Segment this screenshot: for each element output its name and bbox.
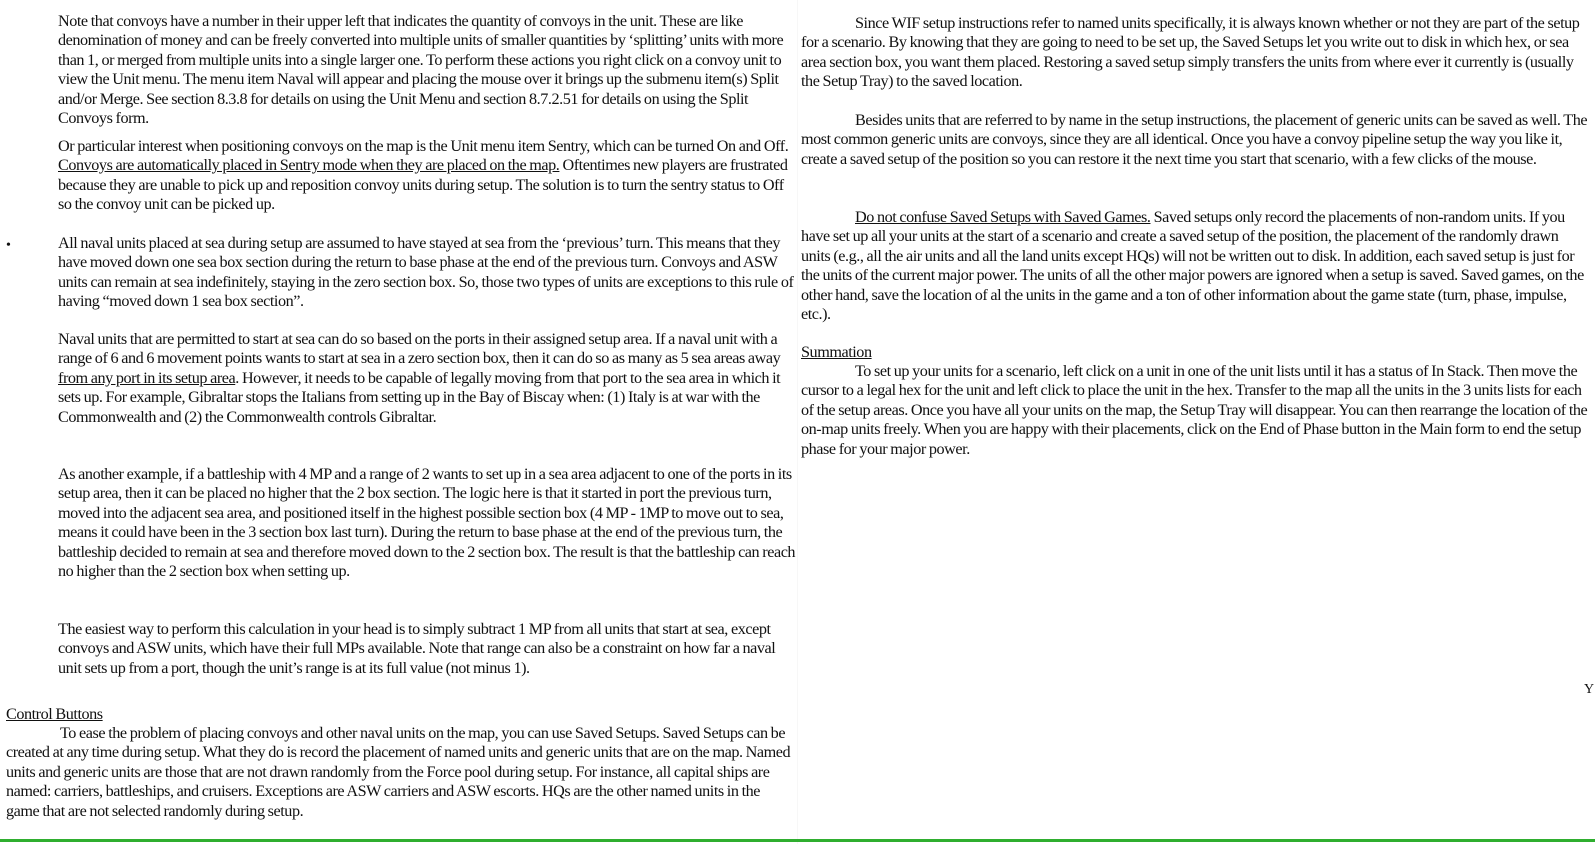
sentry-text-start: Or particular interest when positioning convoys on the map is the Unit menu item Sentry, which can be turned On and Off. [58,137,789,155]
paragraph-saved-games-warning [801,208,1590,324]
paragraph-sentry-mode [6,137,796,215]
paragraph-saved-setups: To ease the problem of placing convoys and other naval units on the map, you can use Saved Setups. Saved Setups can be created at any time during setup. What they do is record the placement of named units and generic units that are on the map. Named units and generic units are those that are not drawn randomly from the Force pool during setup. For instance, all capital ships are named: carriers, battleships, and cruisers. Exceptions are ASW carriers and ASW escorts. HQs are the other named units in the game that are not selected randomly during setup. [6,724,791,820]
bullet-marker: • [6,238,11,253]
start-at-sea-text-end: . However, it needs to be capable of legally moving from that port to the sea area in which it sets up. For example, Gibraltar stops the Italians from setting up in the Bay of Biscay when: (1) Italy is at war with the Commonwealth and (2) the Commonwealth controls Gibraltar. [58,368,781,426]
sentry-text-end: Oftentimes new players are frustrated because they are unable to pick up and reposition convoy units during setup. The solution is to turn the sentry status to Off so the convoy unit can be picked up. [58,156,788,214]
stray-character: Y [1584,682,1594,697]
start-at-sea-underlined: from any port in its setup area [58,368,236,387]
paragraph-generic-units: Besides units that are referred to by name in the setup instructions, the placement of generic units can be saved as well. The most common generic units are convoys, since they are all identical. Once you have a convoy pipeline setup the way you like it, create a saved setup of the position so you can restore it the next time you start that scenario, with a few clicks of the mouse. [801,111,1588,168]
paragraph-calculation: The easiest way to perform this calculation in your head is to simply subtract 1 MP from all units that start at sea, except convoys and ASW units, which have their full MPs available. Note that range can also be a constraint on how far a naval unit sets up from a port, though the unit’s range is at its full value (not minus 1). [58,620,776,677]
start-at-sea-text-start: Naval units that are permitted to start at sea can do so based on the ports in their assigned setup area. If a naval unit with a range of 6 and 6 movement points wants to start at sea in a zero section box, then it can do so as many as 5 sea areas away [58,330,781,368]
heading-control-buttons: Control Buttons [6,705,103,723]
bottom-edge-line [0,839,1595,842]
paragraph-battleship-example: As another example, if a battleship with 4 MP and a range of 2 wants to set up in a sea area adjacent to one of the ports in its setup area, then it can be placed no higher that the 2 box section. The logic here is that it started in port the previous turn, moved into the adjacent sea area, and positioned itself in the highest possible section box (4 MP - 1MP to move out to sea, means it could have been in the 3 section box last turn). During the return to base phase at the end of the previous turn, the battleship decided to remain at sea and therefore moved down to the 2 section box. The result is that the battleship can reach no higher than the 2 section box when setting up. [58,465,796,581]
paragraph-naval-units-at-sea: All naval units placed at sea during setup are assumed to have stayed at sea from the ‘previous’ turn. This means that they have moved down one sea box section during the return to base phase at the end of the previous turn. Convoys and ASW units can remain at sea indefinitely, staying in the zero section box. So, those two types of units are exceptions to this rule of having “moved down 1 sea box section”. [58,234,794,311]
heading-summation: Summation [801,343,872,361]
paragraph-convoy-numbers: Note that convoys have a number in their upper left that indicates the quantity of convoys in the unit. These are like denomination of money and can be freely converted into multiple units of smaller quantities by ‘splitting’ units with more than 1, or merged from multiple units into a single larger one. To perform these actions you right click on a convoy unit to view the Unit menu. The menu item Naval will appear and placing the mouse over it brings up the submenu item(s) Split and/or Merge. See section 8.3.8 for details on using the Unit Menu and section 8.7.2.51 for details on using the Split Convoys form. [58,12,784,128]
paragraph-start-at-sea [58,330,798,427]
paragraph-wif-setup-instructions: Since WIF setup instructions refer to named units specifically, it is always known whether or not they are part of the setup for a scenario. By knowing that they are going to need to be set up, the Saved Setups let you write out to disk in which hex, or sea area section box, you want them placed. Restoring a saved setup simply transfers the units from where ever it currently is (usually the Setup Tray) to the saved location. [801,14,1580,91]
paragraph-summation: To set up your units for a scenario, left click on a unit in one of the unit lists until it has a status of In Stack. Then move the cursor to a legal hex for the unit and left click to place the unit in the hex. Transfer to the map all the units in the 3 units lists for each of the setup areas. Once you have all your units on the map, the Setup Tray will disappear. You can then rearrange the location of the on-map units freely. When you are happy with their placements, click on the End of Phase button in the Main form to end the setup phase for your major power. [801,362,1588,458]
saved-games-underlined: Do not confuse Saved Setups with Saved Games. [855,208,1151,226]
saved-games-text: Saved setups only record the placements of non-random units. If you have set up all your units at the start of a scenario and create a saved setup of the position, the placement of the randomly drawn units (e.g., all the air units and all the land units except HQs) will not be written out to disk. In addition, each saved setup is just for the units of the current major power. The units of all the other major powers are ignored when a setup is saved. Saved games, on the other hand, save the location of al the units in the game and a ton of other information about the game state (turn, phase, impulse, etc.). [801,208,1584,324]
sentry-underlined-note: Convoys are automatically placed in Sentry mode when they are placed on the map. [58,156,560,175]
